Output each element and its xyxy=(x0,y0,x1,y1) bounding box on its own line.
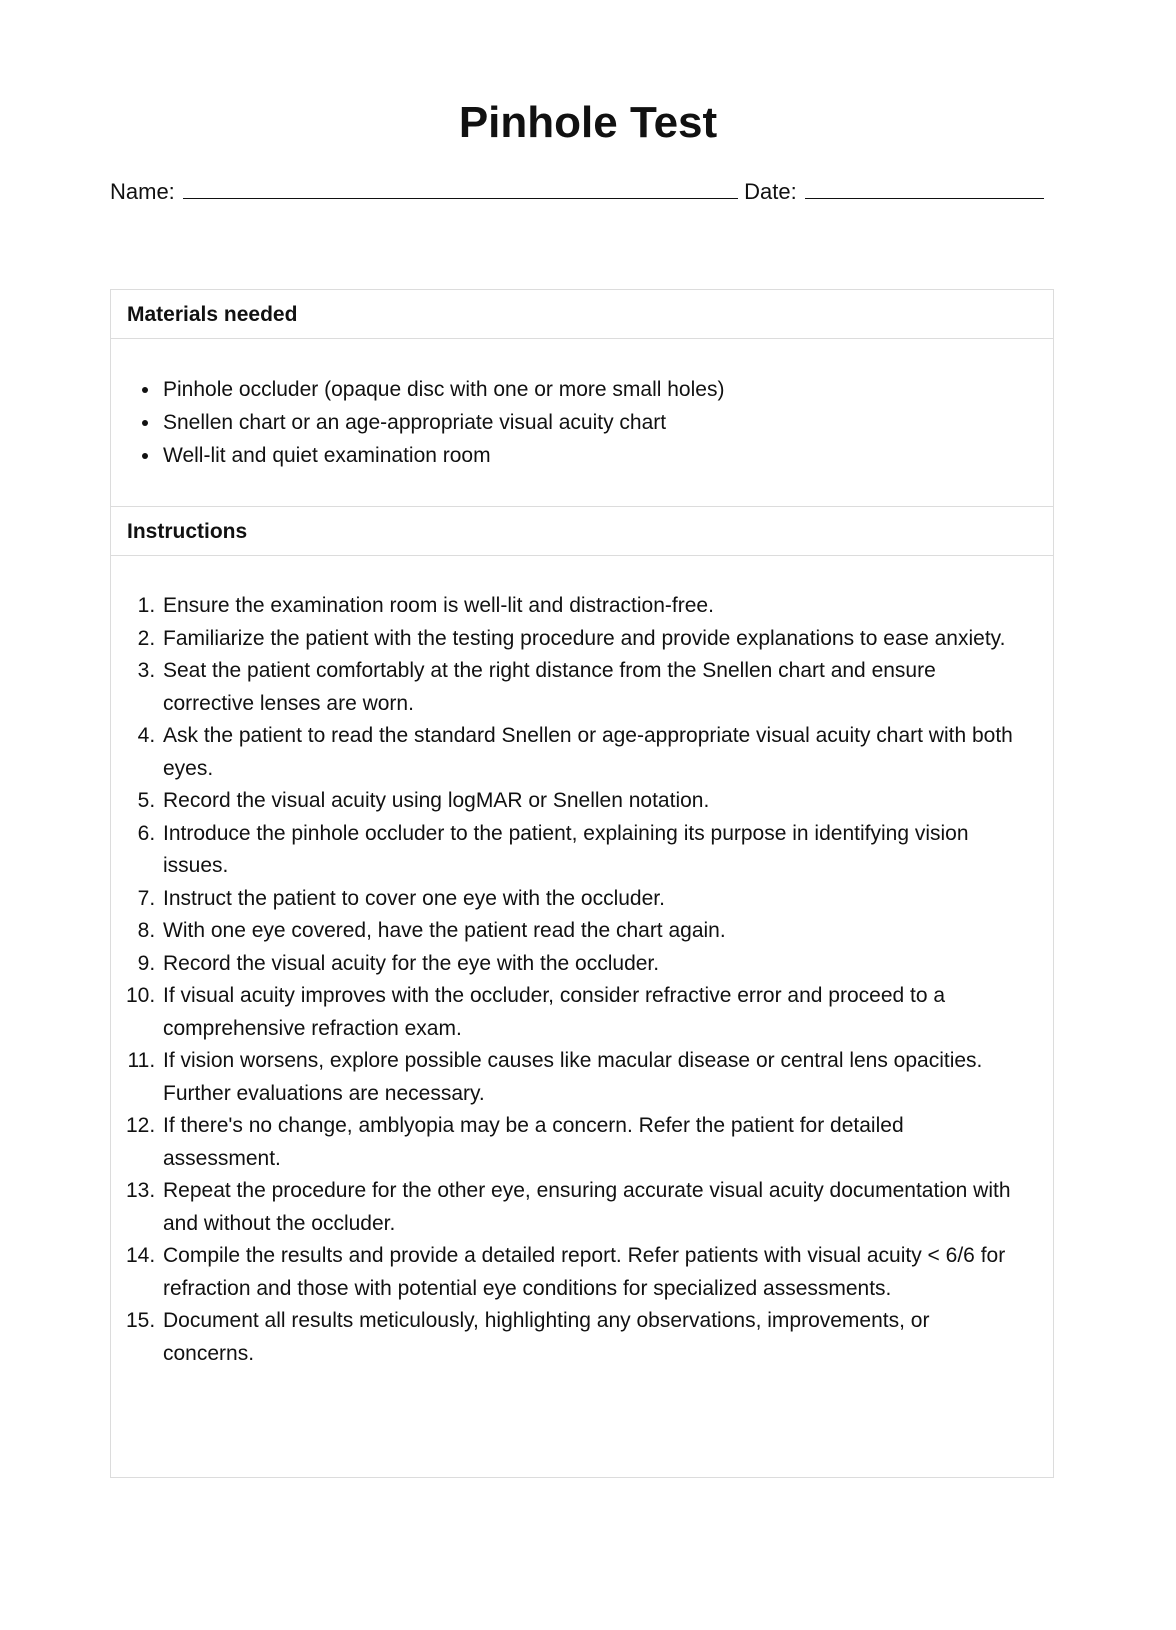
materials-section xyxy=(111,339,1053,507)
instruction-step: 1. Ensure the examination room is well-lit and distraction-free. xyxy=(161,590,1023,623)
materials-item: • Well-lit and quiet examination room xyxy=(161,439,1053,472)
instruction-step: 4. Ask the patient to read the standard Snellen or age-appropriate visual acuity chart with both eyes. xyxy=(161,720,1023,785)
instruction-step: 5. Record the visual acuity using logMAR or Snellen notation. xyxy=(161,785,1023,818)
date-label: Date: xyxy=(744,179,797,204)
header-fields xyxy=(110,178,1050,206)
instruction-step: 14. Compile the results and provide a detailed report. Refer patients with visual acuity < 6/6 for refraction and those with potential eye conditions for specialized assessments. xyxy=(161,1240,1023,1305)
name-label: Name: xyxy=(110,179,175,204)
instruction-step: 13. Repeat the procedure for the other eye, ensuring accurate visual acuity documentation with and without the occluder. xyxy=(161,1175,1023,1240)
instruction-step: 8. With one eye covered, have the patient read the chart again. xyxy=(161,915,1023,948)
date-field[interactable] xyxy=(805,178,1044,199)
instruction-step: 6. Introduce the pinhole occluder to the patient, explaining its purpose in identifying vision issues. xyxy=(161,818,1023,883)
materials-heading: Materials needed xyxy=(111,290,1053,339)
instructions-section xyxy=(111,556,1053,1370)
instruction-step: 15. Document all results meticulously, highlighting any observations, improvements, or concerns. xyxy=(161,1305,1023,1370)
instruction-step: 11. If vision worsens, explore possible causes like macular disease or central lens opacities. Further evaluations are necessary. xyxy=(161,1045,1023,1110)
instructions-heading: Instructions xyxy=(111,507,1053,556)
form-card xyxy=(110,289,1054,1478)
page-title: Pinhole Test xyxy=(458,98,718,147)
materials-item: • Snellen chart or an age-appropriate visual acuity chart xyxy=(161,406,1053,439)
instruction-step: 3. Seat the patient comfortably at the right distance from the Snellen chart and ensure corrective lenses are worn. xyxy=(161,655,1023,720)
instructions-list xyxy=(111,590,1053,1370)
instruction-step: 10. If visual acuity improves with the occluder, consider refractive error and proceed to a comprehensive refraction exam. xyxy=(161,980,1023,1045)
materials-list xyxy=(111,373,1053,472)
instruction-step: 7. Instruct the patient to cover one eye with the occluder. xyxy=(161,883,1023,916)
instruction-step: 2. Familiarize the patient with the testing procedure and provide explanations to ease anxiety. xyxy=(161,623,1023,656)
instruction-step: 9. Record the visual acuity for the eye with the occluder. xyxy=(161,948,1023,981)
name-field[interactable] xyxy=(183,178,738,199)
instruction-step: 12. If there's no change, amblyopia may be a concern. Refer the patient for detailed assessment. xyxy=(161,1110,1023,1175)
materials-item: • Pinhole occluder (opaque disc with one or more small holes) xyxy=(161,373,1053,406)
